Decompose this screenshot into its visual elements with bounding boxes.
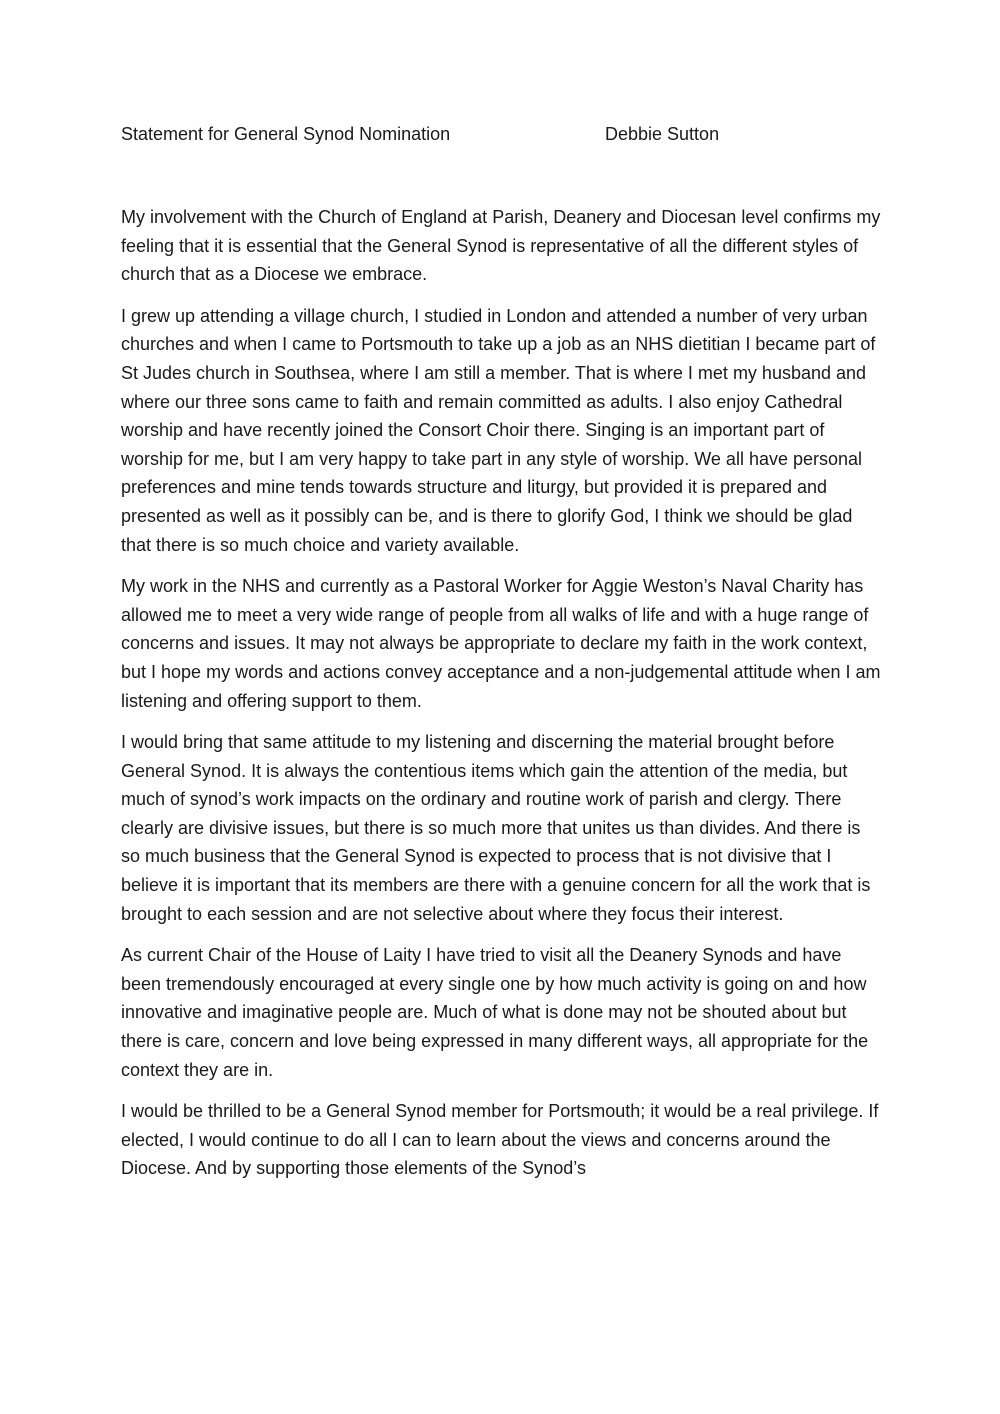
- paragraph: My work in the NHS and currently as a Pastoral Worker for Aggie Weston’s Naval Charity has allowed me to meet a very wide range of people from all walks of life and with a huge range of concerns and issues. It may not always be appropriate to declare my faith in the work context, but I hope my words and actions convey acceptance and a non-judgemental attitude when I am listening and offering support to them.: [121, 576, 881, 711]
- paragraph: I would bring that same attitude to my listening and discerning the material brought before General Synod. It is always the contentious items which gain the attention of the media, but much of synod’s work impacts on the ordinary and routine work of parish and clergy. There clearly are divisive issues, but there is so much more that unites us than divides. And there is so much business that the General Synod is expected to process that is not divisive that I believe it is important that its members are there with a genuine concern for all the work that is brought to each session and are not selective about where they focus their interest.: [121, 732, 871, 924]
- paragraph: My involvement with the Church of England at Parish, Deanery and Diocesan level confirms my feeling that it is essential that the General Synod is representative of all the different styles of church that as a Diocese we embrace.: [121, 207, 881, 285]
- author-name: Debbie Sutton: [605, 124, 720, 144]
- document-body: [121, 203, 883, 1196]
- document-title: Statement for General Synod Nomination: [121, 124, 451, 144]
- paragraph: I grew up attending a village church, I studied in London and attended a number of very urban churches and when I came to Portsmouth to take up a job as an NHS dietitian I became part of St Judes church in Southsea, where I am still a member. That is where I met my husband and where our three sons came to faith and remain committed as adults. I also enjoy Cathedral worship and have recently joined the Consort Choir there. Singing is an important part of worship for me, but I am very happy to take part in any style of worship. We all have personal preferences and mine tends towards structure and liturgy, but provided it is prepared and presented as well as it possibly can be, and is there to glorify God, I think we should be glad that there is so much choice and variety available.: [121, 305, 876, 555]
- paragraph: I would be thrilled to be a General Synod member for Portsmouth; it would be a real privilege. If elected, I would continue to do all I can to learn about the views and concerns around the Diocese. And by supporting those elements of the Synod’s: [121, 1101, 879, 1179]
- document-header: [121, 121, 881, 147]
- paragraph: As current Chair of the House of Laity I have tried to visit all the Deanery Synods and have been tremendously encouraged at every single one by how much activity is going on and how innovative and imaginative people are. Much of what is done may not be shouted about but there is care, concern and love being expressed in many different ways, all appropriate for the context they are in.: [121, 945, 869, 1080]
